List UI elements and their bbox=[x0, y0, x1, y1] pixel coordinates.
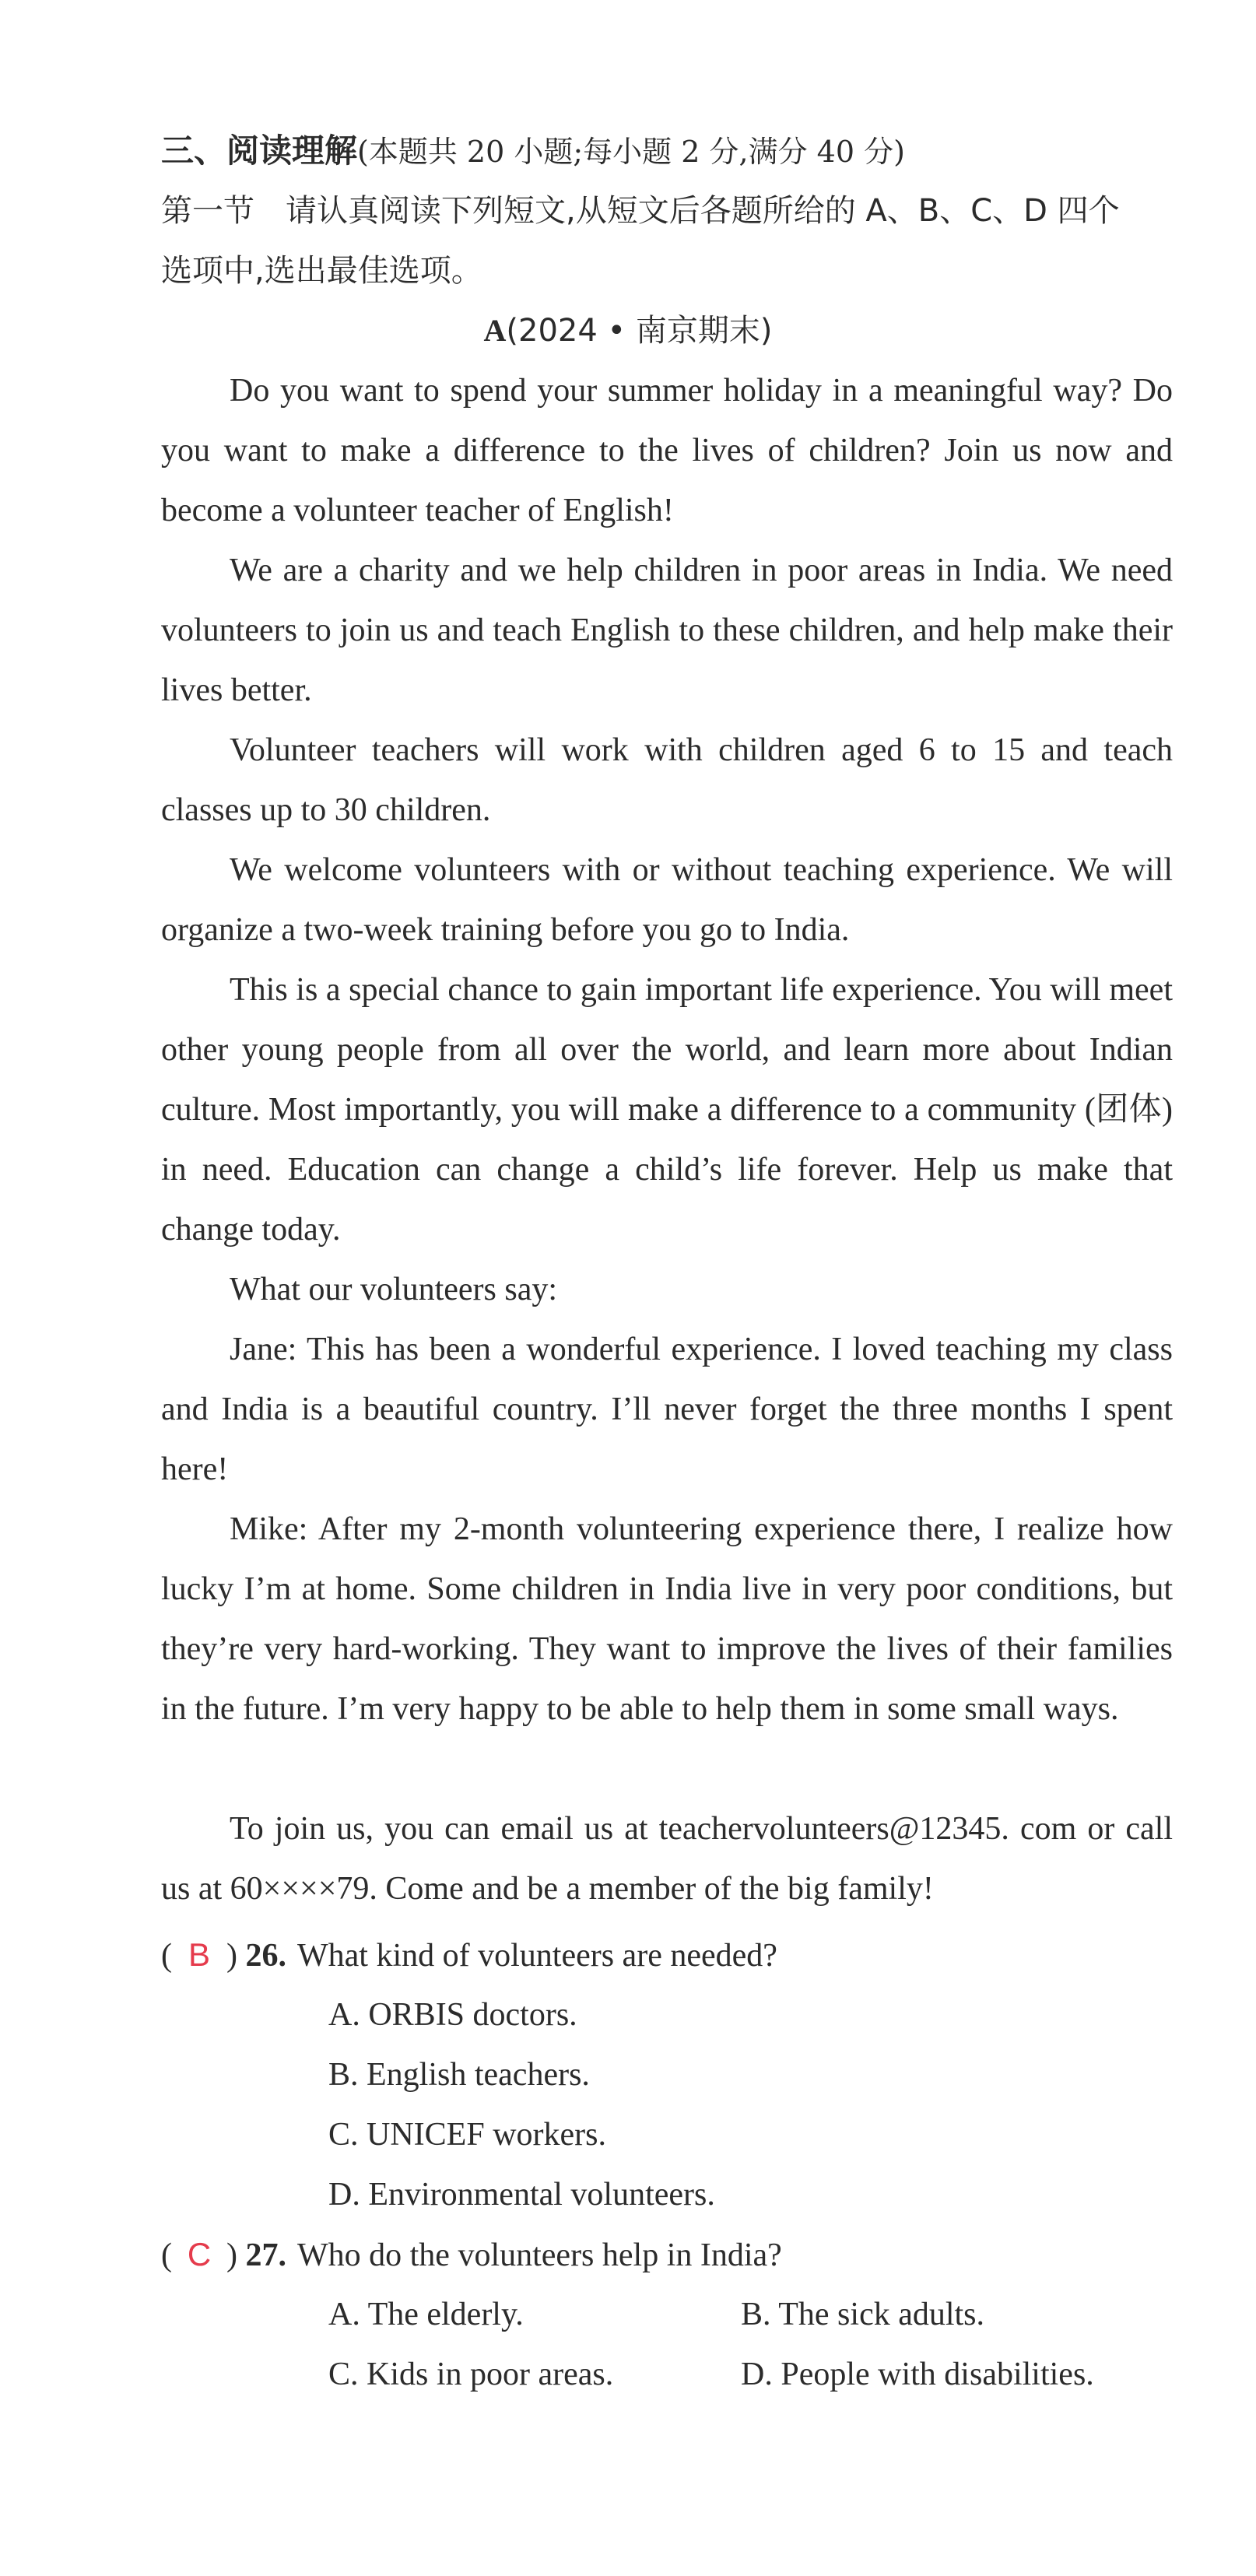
answer-26: B bbox=[188, 1936, 210, 1973]
option-26-b: B. English teachers. bbox=[328, 2057, 590, 2093]
question-number: 27. bbox=[245, 2237, 286, 2273]
option-27-d: D. People with disabilities. bbox=[741, 2357, 1094, 2392]
passage-paragraph-8: Mike: After my 2-month volunteering experience there, I realize how lucky I’m at home. Some children in India live in very poor conditions, but they’re very hard-working. They want to improve the lives of their families in the future. I’m very happy to be able to help them in some small ways. bbox=[161, 1511, 1173, 1727]
option-27-a: A. The elderly. bbox=[328, 2297, 524, 2332]
passage-label bbox=[0, 309, 1256, 353]
question-text: Who do the volunteers help in India? bbox=[297, 2237, 782, 2273]
passage-paragraph-9: To join us, you can email us at teachervolunteers@12345. com or call us at 60××××79. Come and be a member of the big family! bbox=[161, 1811, 1173, 1907]
passage-paragraph-7: Jane: This has been a wonderful experience. I loved teaching my class and India is a beautiful country. I’ll never forget the three months I spent here! bbox=[161, 1332, 1173, 1487]
option-26-d: D. Environmental volunteers. bbox=[328, 2177, 715, 2213]
instruction-line-2: 选项中,选出最佳选项。 bbox=[161, 253, 482, 289]
section-title-bold: 三、阅读理解 bbox=[161, 132, 358, 170]
passage-paragraph-6: What our volunteers say: bbox=[230, 1272, 558, 1307]
question-text: What kind of volunteers are needed? bbox=[297, 1938, 777, 1974]
option-27-b: B. The sick adults. bbox=[741, 2297, 985, 2332]
answer-paren-close: ) bbox=[226, 2237, 237, 2273]
passage-paragraph-2: We are a charity and we help children in poor areas in India. We need volunteers to join us and teach English to these children, and help make their lives better. bbox=[161, 553, 1173, 708]
answer-paren-open: ( bbox=[161, 2237, 172, 2273]
passage-label-letter: A bbox=[483, 313, 507, 348]
option-26-a: A. ORBIS doctors. bbox=[328, 1997, 577, 2033]
option-26-c: C. UNICEF workers. bbox=[328, 2117, 606, 2153]
answer-paren-close: ) bbox=[226, 1938, 237, 1974]
passage-paragraph-3: Volunteer teachers will work with children aged 6 to 15 and teach classes up to 30 children. bbox=[161, 732, 1173, 828]
passage-paragraph-5: This is a special chance to gain important life experience. You will meet other young people from all over the world, and learn more about Indian culture. Most importantly, you will make a difference to a community (团体) in need. Education can change a child’s life forever. Help us make that change today. bbox=[161, 972, 1173, 1248]
option-27-c: C. Kids in poor areas. bbox=[328, 2357, 614, 2392]
section-title bbox=[161, 129, 905, 174]
question-27 bbox=[161, 2233, 782, 2277]
passage-paragraph-4: We welcome volunteers with or without teaching experience. We will organize a two-week training before you go to India. bbox=[161, 852, 1173, 948]
section-title-rest: (本题共 20 小题;每小题 2 分,满分 40 分) bbox=[357, 135, 905, 169]
answer-27: C bbox=[187, 2236, 212, 2272]
instruction-line-1: 第一节 请认真阅读下列短文,从短文后各题所给的 A、B、C、D 四个 bbox=[161, 193, 1120, 229]
question-number: 26. bbox=[245, 1938, 286, 1974]
answer-paren-open: ( bbox=[161, 1938, 172, 1974]
question-26 bbox=[161, 1933, 777, 1978]
passage-paragraph-1: Do you want to spend your summer holiday in a meaningful way? Do you want to make a difference to the lives of children? Join us now and become a volunteer teacher of English! bbox=[161, 373, 1173, 528]
passage-label-source: (2024 • 南京期末) bbox=[506, 313, 773, 349]
